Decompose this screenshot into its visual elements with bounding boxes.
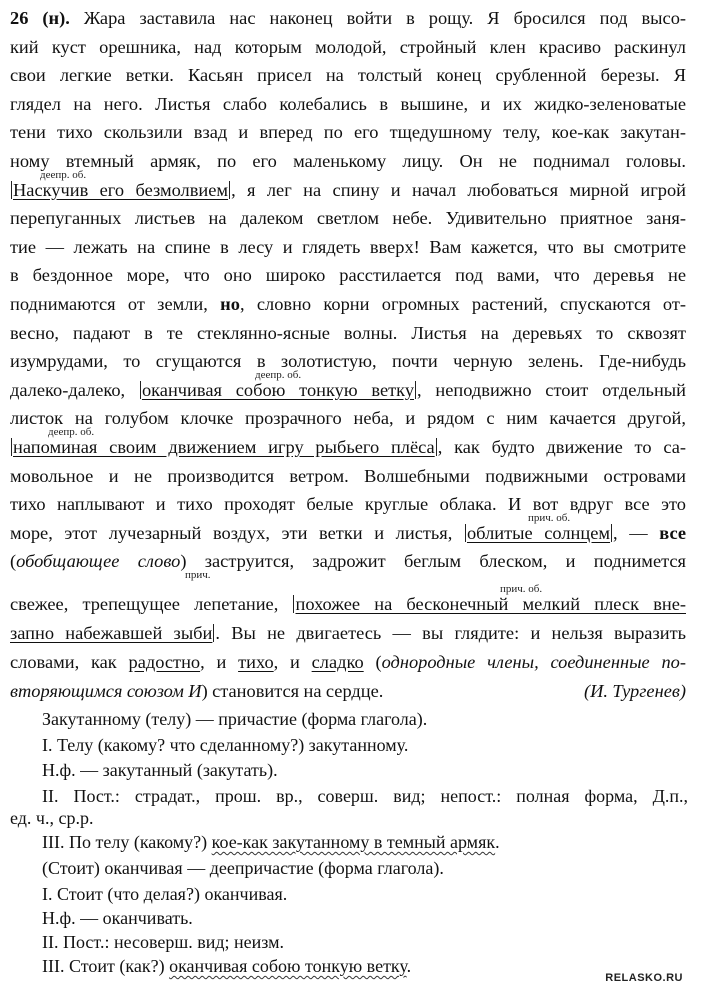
text-line: вторяющимся союзом И) становится на сердце. (И. Тургенев) [10,681,686,701]
homogeneous-member: тихо [238,652,274,672]
analysis-line: II. Пост.: несоверш. вид; неизм. [42,932,285,952]
text-line: напоминая своим движением игру рыбьего плёса , как будто движение то са- [13,437,686,457]
participial-phrase-wavy: оканчивая собою тонкую ветку [169,956,407,976]
annotation-prich: прич. [185,569,211,581]
analysis-line: I. Стоит (что делая?) оканчивая. [42,884,288,904]
text-line: тие — лежать на спине в лесу и глядеть вверх! Вам кажется, что вы смотрите [10,237,686,257]
text-line: словами, как радостно, и тихо, и сладко (однородные члены, соединенные по- [10,652,686,672]
phrase-boundary [11,181,12,199]
text-line: мовольное и не производится ветром. Волшебными подвижными островами [10,466,686,486]
author: (И. Тургенев) [583,681,686,701]
homogeneous-member: радостно [128,652,201,672]
watermark: RELASKO.RU [605,972,683,984]
phrase-boundary [465,524,466,542]
text-line: свежее, трепещущее лепетание, похожее на бесконечный мелкий плеск вне- [10,594,686,614]
text-line: далеко-далеко, оканчивая собою тонкую ветку , неподвижно стоит отдельный [10,380,686,400]
text-line: тени тихо скользили взад и вперед по его тщедушному телу, кое-как закутан- [10,122,686,142]
text-line: перепуганных листьев на далеком светлом небе. Удивительно приятное заня- [10,208,686,228]
phrase-boundary [415,381,416,399]
annotation-deepr: деепр. об. [255,369,302,381]
participial-phrase: напоминая своим движением игру рыбьего плёса [13,437,435,457]
analysis-line: (Стоит) оканчивая — деепричастие (форма глагола). [42,858,444,878]
analysis-line: III. Стоит (как?) оканчивая собою тонкую ветку. [42,956,412,976]
annotation-deepr: деепр. об. [40,169,87,181]
text-line: Наскучив его безмолвием , я лег на спину и начал любоваться мирной игрой [13,180,686,200]
text-line: поднимаются от земли, но, словно корни огромных растений, спускаются от- [10,294,686,314]
text-line: запно набежавшей зыби . Вы не двигаетесь — вы глядите: и нельзя выразить [10,623,686,643]
exercise-number: 26 (н). [10,8,70,28]
analysis-line: II. Пост.: страдат., прош. вр., соверш. вид; непост.: полная форма, Д.п., [42,786,688,806]
text-line: листок на голубом клочке прозрачного неба, и рядом с ним качается другой, [10,408,686,428]
phrase-boundary [229,181,230,199]
text-line: кий куст орешника, над которым молодой, стройный клен красиво раскинул [10,37,686,57]
text-line: тихо наплывают и тихо проходят белые круглые облака. И вот вдруг все это [10,494,686,514]
text-line: глядел на него. Листья слабо колебались в вышине, и их жидко-зеленоватые [10,94,686,114]
text-line: ному втемный армяк, по его маленькому лицу. Он не поднимал головы. [10,151,686,171]
analysis-line: III. По телу (какому?) кое-как закутанному в темный армяк. [42,832,500,852]
text-line: в бездонное море, что оно широко расстилается под вами, что деревья не [10,265,686,285]
text-line: 26 (н). Жара заставила нас наконец войти в рощу. Я бросился под высо- [10,8,687,28]
text-line: (обобщающее слово) заструится, задрожит беглым блеском, и поднимется [10,551,686,571]
homogeneous-member: сладко [311,652,364,672]
analysis-line: ед. ч., ср.р. [10,808,94,828]
participial-phrase-wavy: кое-как закутанному в темный армяк [211,832,496,852]
analysis-line: Н.ф. — закутанный (закутать). [42,760,278,780]
annotation-deepr: деепр. об. [48,426,95,438]
participial-phrase: Наскучив его безмолвием [13,180,229,200]
participial-phrase: оканчивая собою тонкую ветку [141,380,415,400]
analysis-line: I. Телу (какому? что сделанному?) закутанному. [42,735,409,755]
text-line: море, этот лучезарный воздух, эти ветки и листья, облитые солнцем , — все [10,523,686,543]
analysis-line: Н.ф. — оканчивать. [42,908,193,928]
annotation-prich: прич. об. [528,512,571,524]
participle-phrase: похожее на бесконечный мелкий плеск вне- [295,594,686,614]
analysis-line: Закутанному (телу) — причастие (форма глагола). [42,709,428,729]
phrase-boundary [11,438,12,456]
text-line: свои легкие ветки. Касьян присел на толстый конец срубленной березы. Я [10,65,686,85]
phrase-boundary [436,438,437,456]
annotation-prich: прич. об. [500,583,543,595]
text-line: весно, падают в те стеклянно-ясные волны. Листья на деревьях то сквозят [10,323,686,343]
participle-phrase: запно набежавшей зыби [10,623,213,643]
text-line: изумрудами, то сгущаются в золотистую, почти черную зелень. Где-нибудь [10,351,686,371]
phrase-boundary [611,524,612,542]
participle-phrase: облитые солнцем [466,523,611,543]
phrase-boundary [140,381,141,399]
